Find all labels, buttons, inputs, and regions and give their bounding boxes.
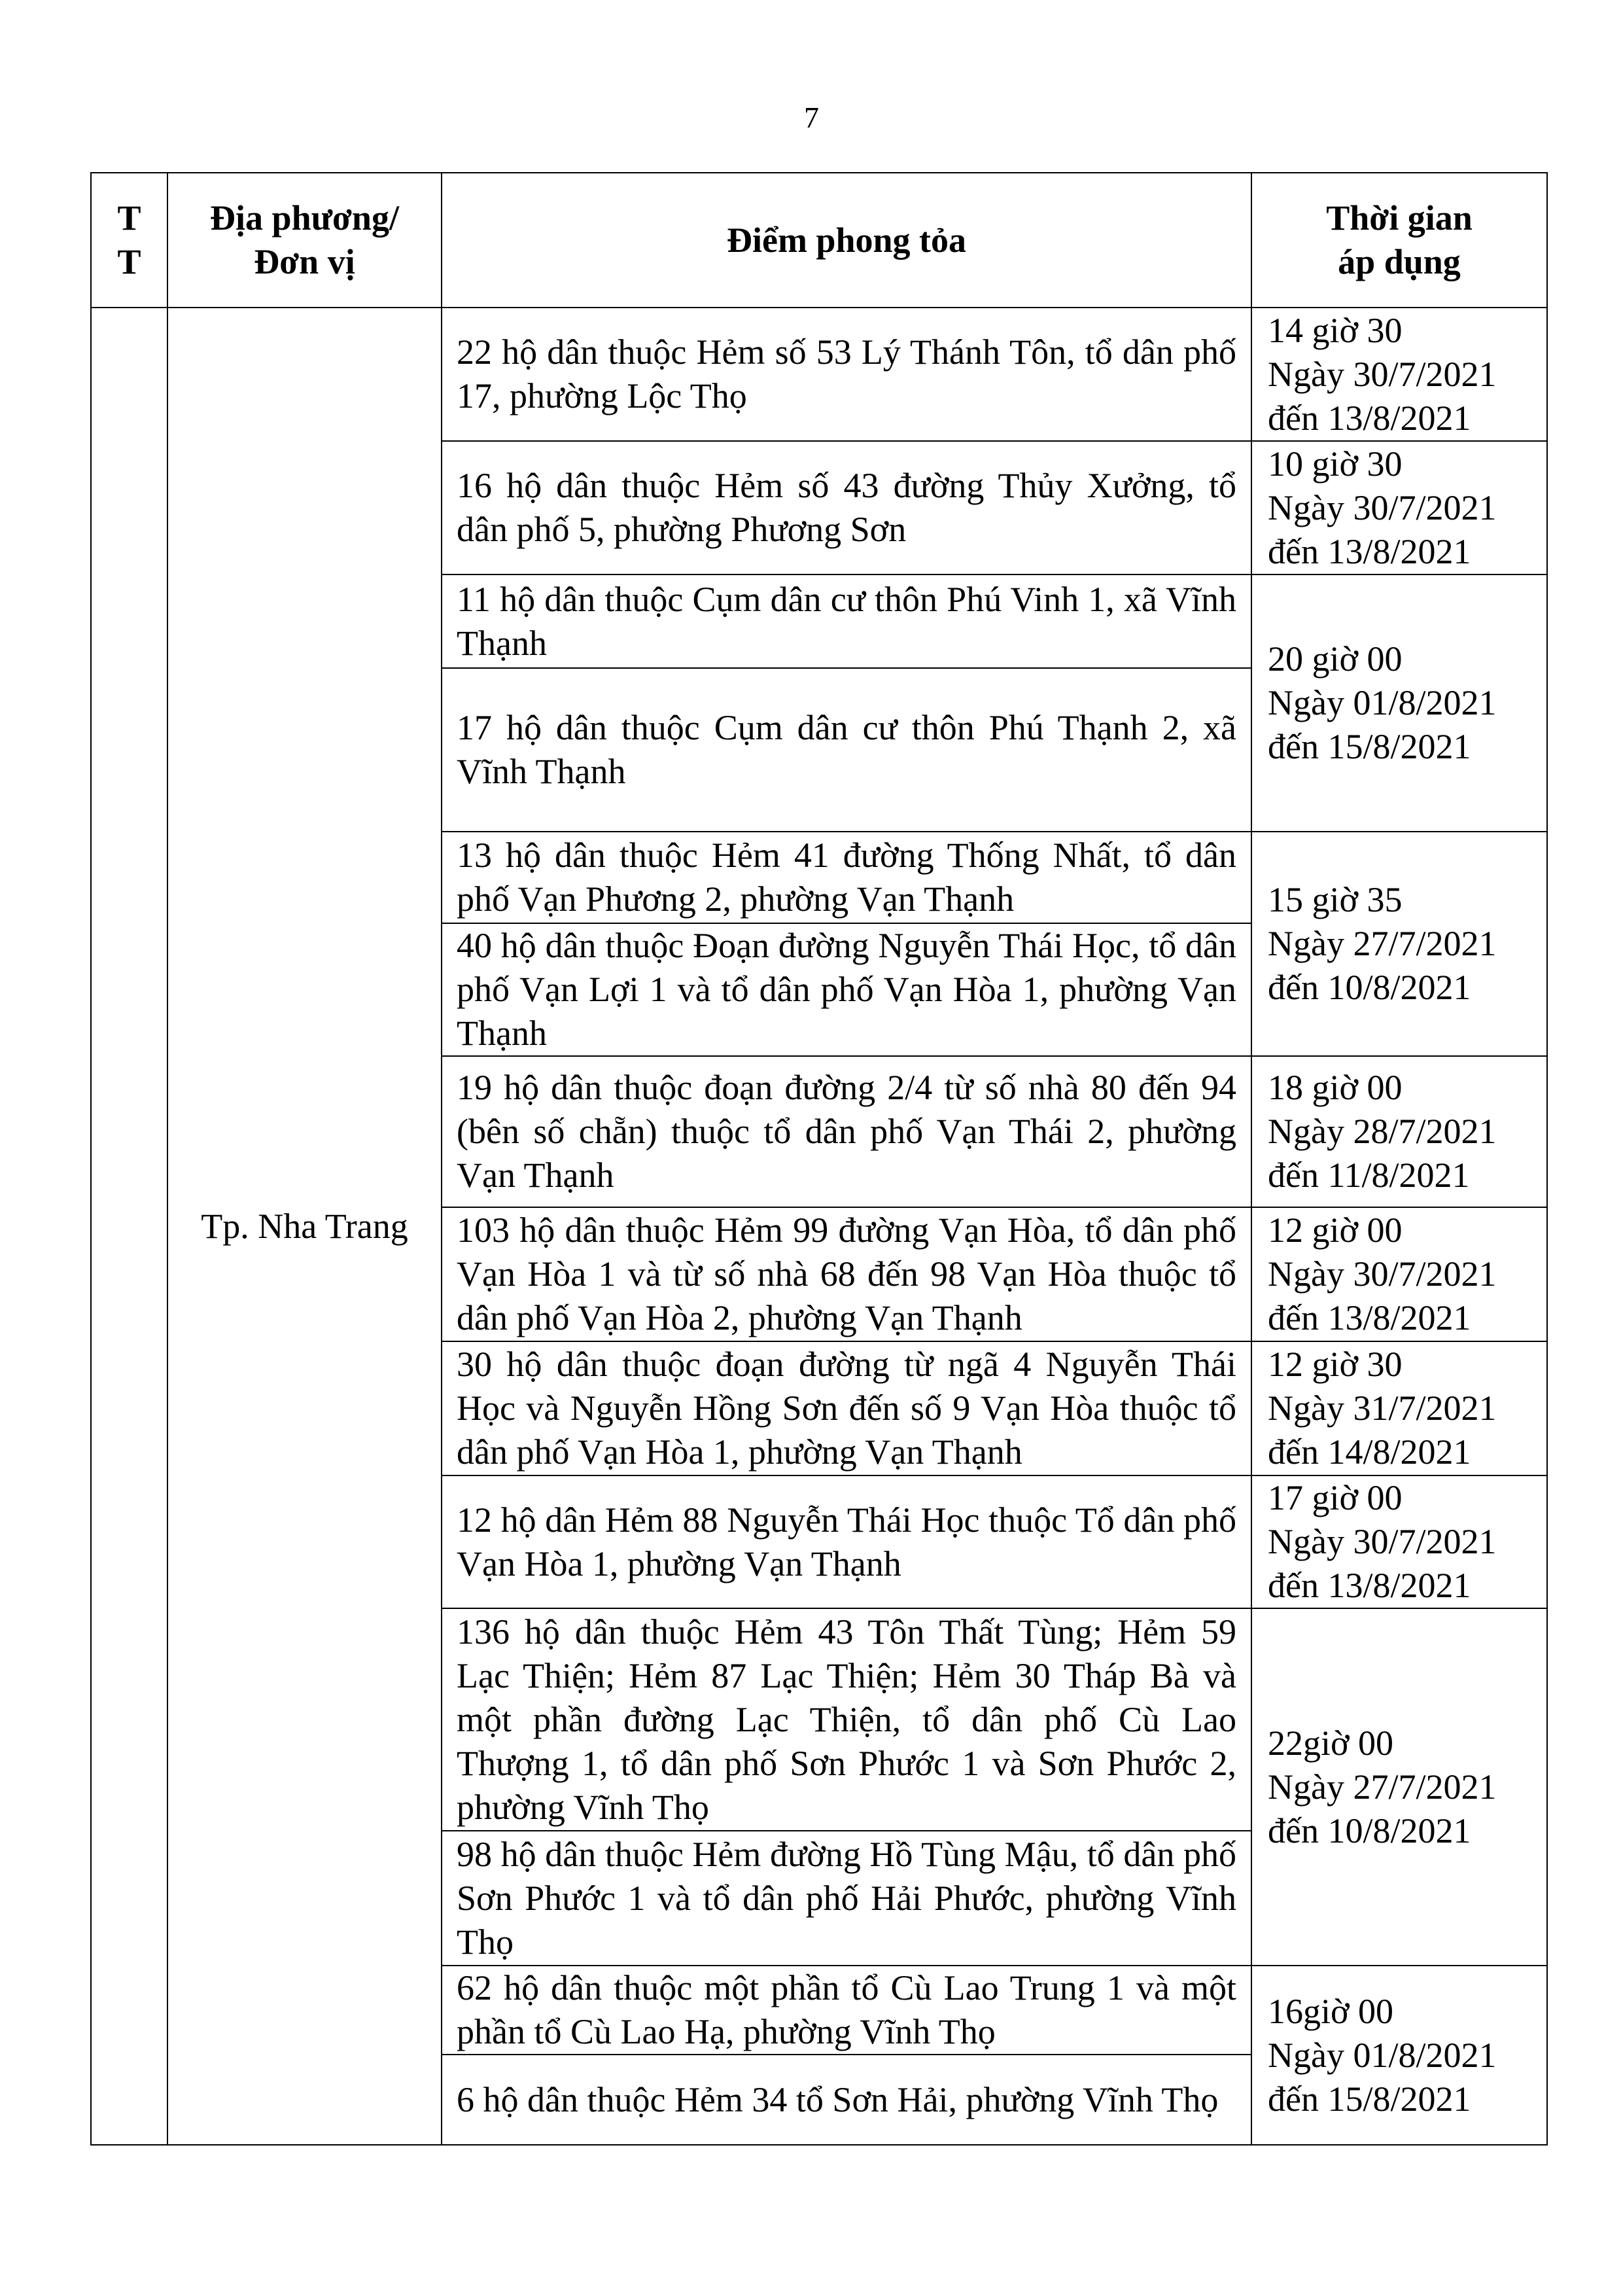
location-cell: 136 hộ dân thuộc Hẻm 43 Tôn Thất Tùng; Hẻm 59 Lạc Thiện; Hẻm 87 Lạc Thiện; Hẻm 30 Tháp Bà và một phần đường Lạc Thiện, tổ dân phố Cù Lao Thượng 1, tổ dân phố Sơn Phước 1 và Sơn Phước 2, phường Vĩnh Thọ <box>442 1608 1251 1831</box>
time-hour: 12 giờ 30 <box>1268 1345 1403 1384</box>
time-start: Ngày 30/7/2021 <box>1268 354 1497 394</box>
header-time-line1: Thời gian <box>1326 198 1473 238</box>
location-cell: 19 hộ dân thuộc đoạn đường 2/4 từ số nhà 80 đến 94 (bên số chẵn) thuộc tổ dân phố Vạn Thái 2, phường Vạn Thạnh <box>442 1056 1251 1207</box>
time-end: đến 11/8/2021 <box>1268 1156 1470 1195</box>
header-tt-line2: T <box>117 242 141 281</box>
time-end: đến 13/8/2021 <box>1268 531 1471 571</box>
table-header-row <box>91 173 1547 308</box>
location-cell: 17 hộ dân thuộc Cụm dân cư thôn Phú Thạnh 2, xã Vĩnh Thạnh <box>442 668 1251 832</box>
time-hour: 12 giờ 00 <box>1268 1210 1403 1250</box>
location-cell: 12 hộ dân Hẻm 88 Nguyễn Thái Học thuộc Tổ dân phố Vạn Hòa 1, phường Vạn Thạnh <box>442 1475 1251 1608</box>
lockdown-schedule-table <box>90 172 1548 2146</box>
header-unit <box>167 173 442 308</box>
location-cell: 98 hộ dân thuộc Hẻm đường Hồ Tùng Mậu, tổ dân phố Sơn Phước 1 và tổ dân phố Hải Phước, phường Vĩnh Thọ <box>442 1831 1251 1966</box>
unit-cell: Tp. Nha Trang <box>167 308 442 2145</box>
time-hour: 15 giờ 35 <box>1268 880 1403 919</box>
time-cell <box>1251 308 1547 441</box>
time-end: đến 14/8/2021 <box>1268 1432 1471 1472</box>
time-hour: 17 giờ 00 <box>1268 1478 1403 1517</box>
time-end: đến 15/8/2021 <box>1268 727 1471 766</box>
time-end: đến 10/8/2021 <box>1268 1810 1471 1850</box>
time-cell <box>1251 574 1547 832</box>
time-end: đến 10/8/2021 <box>1268 968 1471 1007</box>
time-start: Ngày 31/7/2021 <box>1268 1388 1497 1428</box>
time-cell <box>1251 832 1547 1056</box>
time-hour: 16giờ 00 <box>1268 1991 1394 2031</box>
time-end: đến 13/8/2021 <box>1268 398 1471 438</box>
time-cell <box>1251 1475 1547 1608</box>
time-end: đến 13/8/2021 <box>1268 1566 1471 1605</box>
time-end: đến 15/8/2021 <box>1268 2079 1471 2119</box>
time-start: Ngày 27/7/2021 <box>1268 924 1497 963</box>
header-tt <box>91 173 167 308</box>
location-cell: 62 hộ dân thuộc một phần tổ Cù Lao Trung 1 và một phần tổ Cù Lao Hạ, phường Vĩnh Thọ <box>442 1966 1251 2055</box>
time-cell <box>1251 441 1547 574</box>
time-hour: 18 giờ 00 <box>1268 1068 1403 1107</box>
header-location: Điểm phong tỏa <box>442 173 1251 308</box>
time-start: Ngày 30/7/2021 <box>1268 1522 1497 1561</box>
time-start: Ngày 01/8/2021 <box>1268 683 1497 722</box>
page-number: 7 <box>804 101 819 134</box>
header-tt-line1: T <box>117 198 141 238</box>
header-unit-line1: Địa phương/ <box>210 198 399 238</box>
header-time <box>1251 173 1547 308</box>
location-cell: 22 hộ dân thuộc Hẻm số 53 Lý Thánh Tôn, tổ dân phố 17, phường Lộc Thọ <box>442 308 1251 441</box>
time-hour: 14 giờ 30 <box>1268 310 1403 350</box>
tt-cell <box>91 308 167 2145</box>
table-row <box>91 308 1547 441</box>
time-cell <box>1251 1056 1547 1207</box>
location-cell: 40 hộ dân thuộc Đoạn đường Nguyễn Thái Học, tổ dân phố Vạn Lợi 1 và tổ dân phố Vạn Hòa 1, phường Vạn Thạnh <box>442 923 1251 1056</box>
time-start: Ngày 30/7/2021 <box>1268 487 1497 527</box>
time-hour: 22giờ 00 <box>1268 1723 1394 1763</box>
time-hour: 20 giờ 00 <box>1268 639 1403 679</box>
time-start: Ngày 30/7/2021 <box>1268 1254 1497 1294</box>
time-start: Ngày 27/7/2021 <box>1268 1767 1497 1807</box>
location-cell: 103 hộ dân thuộc Hẻm 99 đường Vạn Hòa, tổ dân phố Vạn Hòa 1 và từ số nhà 68 đến 98 Vạn Hòa thuộc tổ dân phố Vạn Hòa 2, phường Vạn Thạnh <box>442 1207 1251 1341</box>
header-time-line2: áp dụng <box>1338 242 1461 281</box>
location-cell: 11 hộ dân thuộc Cụm dân cư thôn Phú Vinh 1, xã Vĩnh Thạnh <box>442 574 1251 668</box>
time-cell <box>1251 1608 1547 1966</box>
time-hour: 10 giờ 30 <box>1268 444 1403 484</box>
location-cell: 16 hộ dân thuộc Hẻm số 43 đường Thủy Xưởng, tổ dân phố 5, phường Phương Sơn <box>442 441 1251 574</box>
time-cell <box>1251 1207 1547 1341</box>
time-cell <box>1251 1341 1547 1475</box>
location-cell: 6 hộ dân thuộc Hẻm 34 tổ Sơn Hải, phường Vĩnh Thọ <box>442 2055 1251 2145</box>
location-cell: 30 hộ dân thuộc đoạn đường từ ngã 4 Nguyễn Thái Học và Nguyễn Hồng Sơn đến số 9 Vạn Hòa thuộc tổ dân phố Vạn Hòa 1, phường Vạn Thạnh <box>442 1341 1251 1475</box>
time-end: đến 13/8/2021 <box>1268 1298 1471 1337</box>
header-unit-line2: Đơn vị <box>254 242 355 281</box>
time-start: Ngày 01/8/2021 <box>1268 2035 1497 2075</box>
location-cell: 13 hộ dân thuộc Hẻm 41 đường Thống Nhất, tổ dân phố Vạn Phương 2, phường Vạn Thạnh <box>442 832 1251 923</box>
time-start: Ngày 28/7/2021 <box>1268 1112 1497 1151</box>
time-cell <box>1251 1966 1547 2145</box>
